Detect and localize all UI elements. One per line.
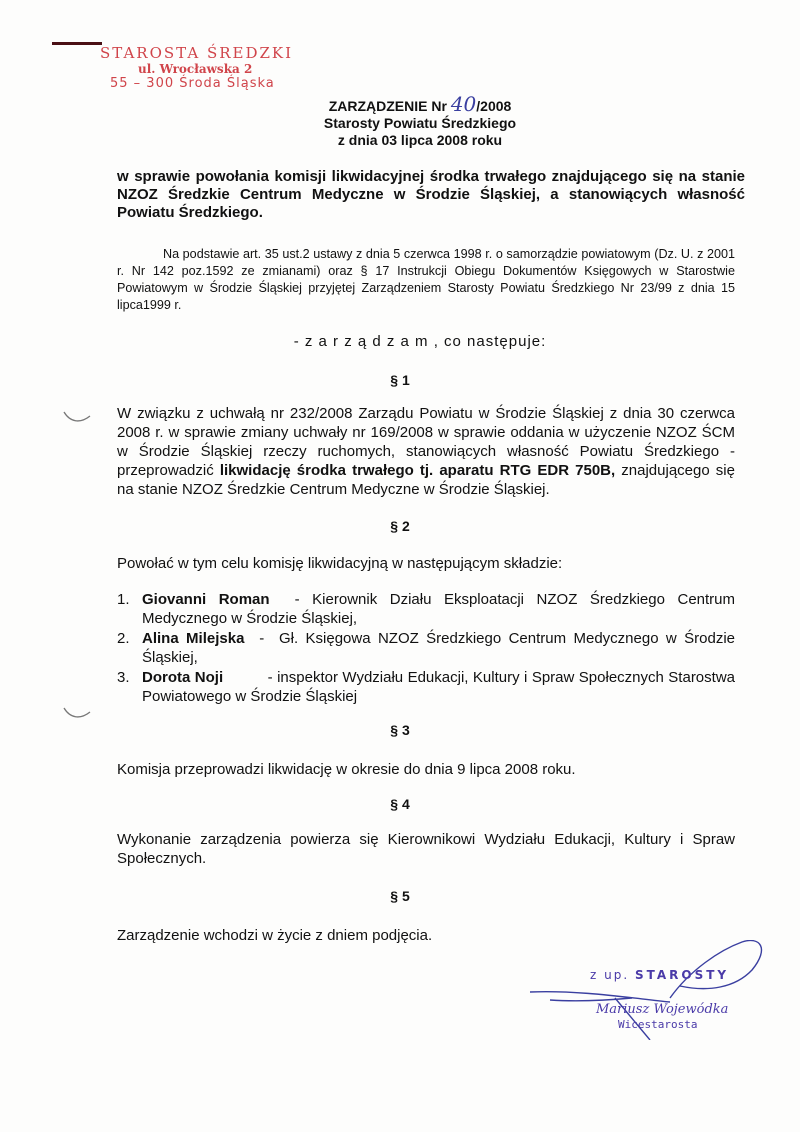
decree-line: - z a r z ą d z a m , co następuje: xyxy=(293,333,547,350)
member-number: 3. xyxy=(117,669,130,686)
section-5-heading: § 5 xyxy=(390,888,410,904)
section-5-text: Zarządzenie wchodzi w życie z dniem podjęcia. xyxy=(117,927,433,944)
section-4-heading: § 4 xyxy=(390,796,410,812)
title-suffix: /2008 xyxy=(476,98,512,114)
header-mark xyxy=(52,42,102,45)
document-title xyxy=(200,92,640,116)
stamp-line-3: 55 – 300 Środa Śląska xyxy=(110,76,275,92)
legal-basis: Na podstawie art. 35 ust.2 ustawy z dnia 5 czerwca 1998 r. o samorządzie powiatowym (Dz. U. z 2001 r. Nr 142 poz.1592 ze zmianami) oraz § 17 Instrukcji Obiegu Dokumentów Księgowych w Starostwie Powiatowym w Środzie Śląskiej przyjętej Zarządzeniem Starosty Powiatu Średzkiego Nr 23/99 z dnia 15 lipca1999 r. xyxy=(117,247,735,312)
signature-title xyxy=(590,968,729,982)
document-subtitle: Starosty Powiatu Średzkiego xyxy=(323,115,517,131)
member-name: Alina Milejska xyxy=(142,630,245,647)
punch-hole-mark xyxy=(62,704,92,722)
section-1-text xyxy=(117,404,735,499)
member-role: - Gł. Księgowa NZOZ Średzkiego Centrum Medycznego w Środzie Śląskiej, xyxy=(142,630,740,666)
section-1-text-part1: W związku z uchwałą nr 232/2008 Zarządu Powiatu w Środzie Śląskiej z dnia 30 czerwca 2008 r. w sprawie zmiany uchwały nr 169/2008 w sprawie oddania w użyczenie NZOZ ŚCM w Środzie Śląskiej rzeczy ruchomych, stanowiących własność Powiatu Średzkiego -przeprowadzić xyxy=(117,405,735,479)
punch-hole-mark xyxy=(62,408,92,426)
section-4-text: Wykonanie zarządzenia powierza się Kierownikowi Wydziału Edukacji, Kultury i Spraw Społecznych. xyxy=(117,831,735,867)
signature-role: Wicestarosta xyxy=(618,1018,698,1031)
section-3-heading: § 3 xyxy=(390,722,410,738)
member-role: - Kierownik Działu Eksploatacji NZOZ Średzkiego Centrum Medycznego w Środzie Śląskiej, xyxy=(142,591,740,627)
section-1-text-bold: likwidację środka trwałego tj. aparatu RTG EDR 750B, xyxy=(219,462,616,479)
signature-prefix: z up. xyxy=(590,968,635,982)
list-item xyxy=(117,668,740,706)
member-name: Dorota Noji xyxy=(142,669,224,686)
stamp-line-2: ul. Wrocławska 2 xyxy=(138,62,253,76)
section-2-text: Powołać w tym celu komisję likwidacyjną w następującym składzie: xyxy=(117,555,563,572)
signature-name: Mariusz Wojewódka xyxy=(596,1002,729,1017)
section-2-heading: § 2 xyxy=(390,518,410,534)
section-3-text: Komisja przeprowadzi likwidację w okresie do dnia 9 lipca 2008 roku. xyxy=(117,761,576,778)
document-date: z dnia 03 lipca 2008 roku xyxy=(337,132,503,148)
member-number: 2. xyxy=(117,630,130,647)
document-header xyxy=(200,92,640,149)
stamp-line-1: STAROSTA ŚREDZKI xyxy=(100,44,294,62)
member-name: Giovanni Roman xyxy=(142,591,270,608)
member-role: - inspektor Wydziału Edukacji, Kultury i Spraw Społecznych Starostwa Powiatowego w Środzie Śląskiej xyxy=(142,669,740,705)
section-1-text-part2: znajdującego się na stanie NZOZ Średzkie Centrum Medyczne w Środzie Śląskiej. xyxy=(117,462,735,498)
member-number: 1. xyxy=(117,591,130,608)
signature-office: STAROSTY xyxy=(634,968,730,982)
handwritten-number: 40 xyxy=(450,92,477,116)
list-item xyxy=(117,629,740,667)
list-item xyxy=(117,590,740,628)
document-subject: w sprawie powołania komisji likwidacyjnej środka trwałego znajdującego się na stanie NZOZ Średzkie Centrum Medyczne w Środzie Śląskiej, a stanowiących własność Powiatu Średzkiego. xyxy=(117,168,745,221)
commission-members-list xyxy=(117,590,740,707)
office-stamp xyxy=(100,44,310,92)
title-prefix: ZARZĄDZENIE Nr xyxy=(328,98,451,114)
section-1-heading: § 1 xyxy=(390,372,410,388)
